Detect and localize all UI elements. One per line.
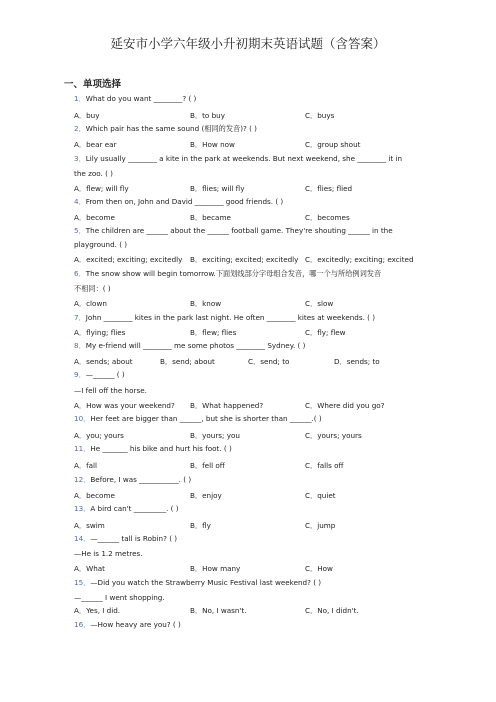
question-text: —How heavy are you? ( ) <box>90 620 181 629</box>
question-number: 3． <box>74 154 86 163</box>
answer-option: C．fly; flew <box>305 328 346 337</box>
question-12 <box>74 475 191 484</box>
answer-option: A．buy <box>74 111 100 120</box>
answer-option: B．know <box>190 299 222 308</box>
answer-option: C．yours; yours <box>305 431 362 440</box>
question-14 <box>74 534 177 543</box>
answer-option: A．swim <box>74 521 105 530</box>
question-number: 6． <box>74 269 86 278</box>
answer-option: C．group shout <box>305 140 361 149</box>
answer-option: A．become <box>74 491 115 500</box>
question-number: 7． <box>74 313 86 322</box>
question-number: 4． <box>74 197 86 206</box>
question-4 <box>74 197 283 206</box>
question-number: 2． <box>74 124 86 133</box>
answer-option: B．fly <box>190 521 211 530</box>
answer-option: C．falls off <box>305 461 344 470</box>
answer-option: B．How now <box>190 140 235 149</box>
answer-option: B．to buy <box>190 111 225 120</box>
answer-option: A．sends; about <box>74 357 133 366</box>
question-text: A bird can't _________. ( ) <box>90 504 179 513</box>
question-text-continued: —He is 1.2 metres. <box>74 549 143 558</box>
question-number: 15． <box>74 578 91 587</box>
answer-option: C．send; to <box>248 357 290 366</box>
question-text: —______ tall is Robin? ( ) <box>90 534 178 543</box>
question-text: John ________ kites in the park last night. He often ________ kites at weekends. ( ) <box>85 313 376 322</box>
question-15 <box>74 578 321 587</box>
question-1 <box>74 94 196 103</box>
question-10 <box>74 414 322 423</box>
answer-option: B．became <box>190 213 231 222</box>
question-number: 9． <box>74 370 86 379</box>
question-text-continued: —______ I went shopping. <box>74 593 165 602</box>
question-number: 16． <box>74 620 91 629</box>
answer-option: A．you; yours <box>74 431 124 440</box>
answer-option: D．sends; to <box>334 357 380 366</box>
answer-option: C．becomes <box>305 213 350 222</box>
answer-option: C．buys <box>305 111 335 120</box>
answer-option: C．Where did you go? <box>305 401 385 410</box>
answer-option: B．flew; flies <box>190 328 237 337</box>
answer-option: C．excitedly; exciting; excited <box>305 255 414 264</box>
question-number: 5． <box>74 226 86 235</box>
answer-option: B．No, I wasn't. <box>190 606 247 615</box>
answer-option: B．yours; you <box>190 431 240 440</box>
question-number: 13． <box>74 504 91 513</box>
question-number: 11． <box>74 444 91 453</box>
question-text: Which pair has the same sound (相同的发音)? ( ) <box>85 124 257 133</box>
question-text-continued: playground. ( ) <box>74 240 128 249</box>
question-9 <box>74 370 125 379</box>
question-2 <box>74 124 257 133</box>
answer-option: A．Yes, I did. <box>74 606 121 615</box>
answer-option: B．exciting; excited; excitedly <box>190 255 299 264</box>
question-text: —Did you watch the Strawberry Music Festival last weekend? ( ) <box>90 578 322 587</box>
answer-option: A．excited; exciting; excitedly <box>74 255 183 264</box>
section-heading: 一、单项选择 <box>64 79 122 90</box>
answer-option: A．How was your weekend? <box>74 401 175 410</box>
question-text: He _______ his bike and hurt his foot. ( ) <box>90 444 232 453</box>
question-text-continued: 不相同：( ) <box>74 284 111 293</box>
answer-option: A．clown <box>74 299 107 308</box>
answer-option: A．flew; will fly <box>74 184 129 193</box>
question-text-continued: —I fell off the horse. <box>74 386 147 395</box>
page-title: 延安市小学六年级小升初期末英语试题（含答案） <box>110 36 386 51</box>
question-7 <box>74 313 375 322</box>
question-number: 14． <box>74 534 91 543</box>
question-number: 8． <box>74 341 86 350</box>
answer-option: C．jump <box>305 521 336 530</box>
question-5 <box>74 226 393 235</box>
question-number: 10． <box>74 414 91 423</box>
answer-option: C．quiet <box>305 491 336 500</box>
answer-option: B．flies; will fly <box>190 184 245 193</box>
question-3 <box>74 154 402 163</box>
answer-option: B．enjoy <box>190 491 222 500</box>
question-13 <box>74 504 179 513</box>
answer-option: A．flying; flies <box>74 328 126 337</box>
question-number: 1． <box>74 94 86 103</box>
answer-option: B．How many <box>190 564 241 573</box>
question-text: Her feet are bigger than ______, but she is shorter than ______.( ) <box>90 414 322 423</box>
answer-option: B．What happened? <box>190 401 264 410</box>
answer-option: A．become <box>74 213 115 222</box>
question-text: The children are ______ about the ______ football game. They're shouting ______ in the <box>85 226 393 235</box>
question-text: —______ ( ) <box>85 370 125 379</box>
question-number: 12． <box>74 475 91 484</box>
answer-option: B．send; about <box>160 357 215 366</box>
question-16 <box>74 620 181 629</box>
question-8 <box>74 341 305 350</box>
question-text: What do you want ________? ( ) <box>85 94 197 103</box>
question-6 <box>74 269 381 278</box>
answer-option: C．No, I didn't. <box>305 606 359 615</box>
question-text: Lily usually ________ a kite in the park at weekends. But next weekend, she ________ it in <box>85 154 403 163</box>
answer-option: A．What <box>74 564 105 573</box>
question-text: From then on, John and David ________ good friends. ( ) <box>85 197 284 206</box>
question-11 <box>74 444 232 453</box>
answer-option: C．flies; flied <box>305 184 353 193</box>
question-text: Before, I was ___________. ( ) <box>90 475 192 484</box>
question-text: My e-friend will ________ me some photos ________ Sydney. ( ) <box>85 341 306 350</box>
answer-option: A．bear ear <box>74 140 117 149</box>
question-text: The snow show will begin tomorrow.下面划线部分字母组合发音，哪一个与所给例词发音 <box>85 269 382 278</box>
answer-option: C．How <box>305 564 333 573</box>
question-text-continued: the zoo. ( ) <box>74 169 113 178</box>
answer-option: C．slow <box>305 299 334 308</box>
answer-option: A．fall <box>74 461 98 470</box>
answer-option: B．fell off <box>190 461 225 470</box>
